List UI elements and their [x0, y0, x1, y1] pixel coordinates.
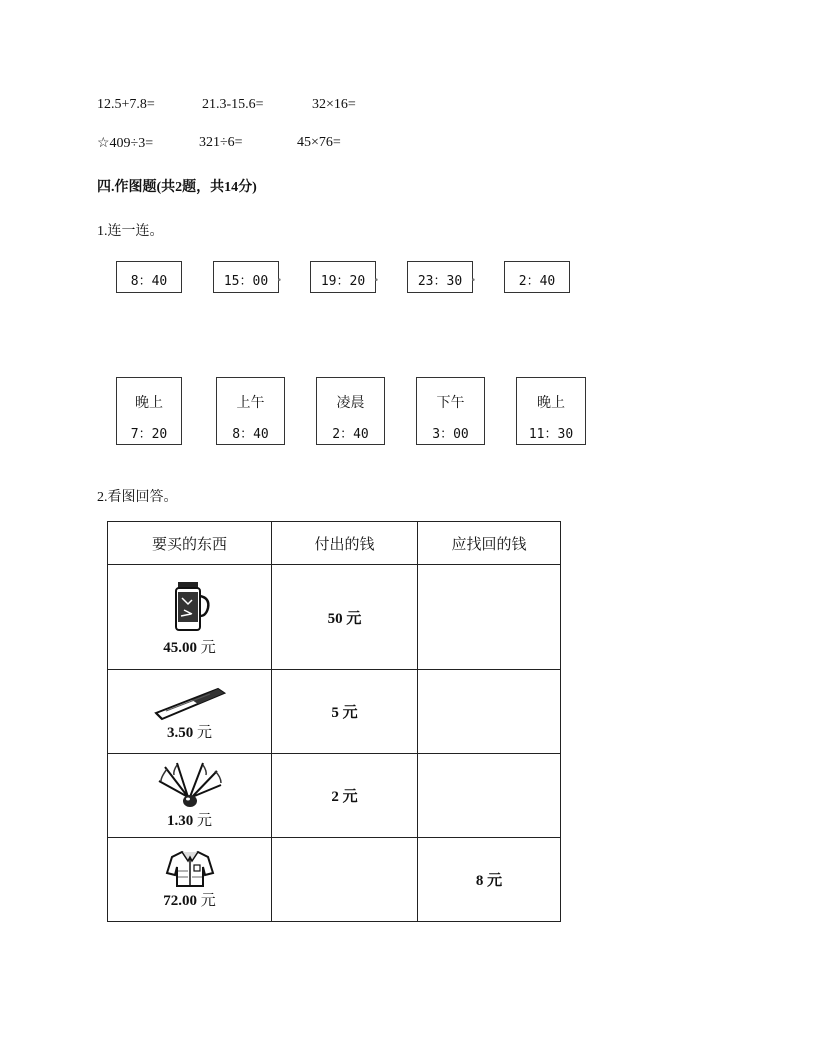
paid-cell: 2 元 — [272, 754, 418, 838]
item-price — [108, 809, 271, 830]
time-box-text: 19：20 — [320, 274, 366, 289]
table-row — [108, 565, 561, 670]
time-box-3: 19：20 • — [310, 261, 376, 293]
price-number: 72.00 — [163, 893, 197, 909]
header-paid: 付出的钱 — [272, 522, 418, 565]
item-cell — [108, 754, 272, 838]
time-box-1 — [116, 261, 182, 293]
item-cell — [108, 670, 272, 754]
calc-2: 21.3-15.6= — [202, 97, 264, 112]
price-number: 3.50 — [166, 725, 194, 741]
price-unit: 元 — [196, 725, 212, 741]
table-row — [108, 838, 561, 922]
price-number: 45.00 — [163, 639, 197, 656]
table-row — [108, 754, 561, 838]
calc-5: 321÷6= — [199, 135, 243, 150]
period-label: 晚上 — [135, 395, 163, 411]
period-time: 2：40 — [332, 427, 369, 442]
table-header-row — [108, 522, 561, 565]
paid-cell: 50 元 — [272, 565, 418, 670]
time-box-4: 23：30 • — [407, 261, 473, 293]
period-time: 8：40 — [232, 427, 269, 442]
table-row — [108, 670, 561, 754]
period-label: 晚上 — [537, 395, 565, 411]
section-heading: 四.作图题(共2题，共14分) — [97, 180, 257, 195]
calc-3: 32×16= — [312, 97, 356, 112]
calc-6: 45×76= — [297, 135, 341, 150]
change-cell[interactable] — [418, 565, 561, 670]
price-unit: 元 — [200, 893, 216, 909]
price-unit: 元 — [196, 813, 212, 829]
item-price — [108, 636, 271, 657]
calc-4: ☆409÷3= — [97, 136, 154, 151]
change-cell[interactable] — [418, 754, 561, 838]
period-card-4 — [416, 377, 485, 445]
calc-1: 12.5+7.8= — [97, 97, 155, 112]
paid-cell[interactable] — [272, 838, 418, 922]
time-box-5 — [504, 261, 570, 293]
period-label: 凌晨 — [336, 395, 365, 411]
question-1-label: 1.连一连。 — [97, 224, 164, 239]
time-box-2: 15：00 • — [213, 261, 279, 293]
time-box-text: 8：40 — [130, 274, 168, 289]
price-unit: 元 — [200, 639, 216, 656]
thermos-icon — [162, 578, 218, 634]
period-time: 3：00 — [432, 427, 469, 442]
pen-icon — [152, 681, 228, 721]
header-change: 应找回的钱 — [418, 522, 561, 565]
item-cell — [108, 838, 272, 922]
price-number: 1.30 — [166, 813, 194, 829]
time-box-text: 15：00 — [223, 274, 269, 289]
header-item: 要买的东西 — [108, 522, 272, 565]
period-label: 上午 — [236, 395, 265, 411]
period-card-1 — [116, 377, 182, 445]
item-price — [108, 721, 271, 742]
period-label: 下午 — [436, 395, 465, 411]
period-card-2 — [216, 377, 285, 445]
paid-cell: 5 元 — [272, 670, 418, 754]
period-time: 7：20 — [130, 427, 168, 442]
shirt-icon — [164, 849, 216, 889]
item-cell — [108, 565, 272, 670]
item-price — [108, 889, 271, 910]
period-card-5 — [516, 377, 586, 445]
time-box-text: 2：40 — [518, 274, 556, 289]
time-box-text: 23：30 — [417, 274, 463, 289]
question-2-label: 2.看图回答。 — [97, 490, 178, 505]
shopping-table — [107, 521, 561, 922]
period-time: 11：30 — [528, 427, 574, 442]
shuttlecock-icon — [155, 761, 225, 809]
change-cell: 8 元 — [418, 838, 561, 922]
period-card-3 — [316, 377, 385, 445]
change-cell[interactable] — [418, 670, 561, 754]
